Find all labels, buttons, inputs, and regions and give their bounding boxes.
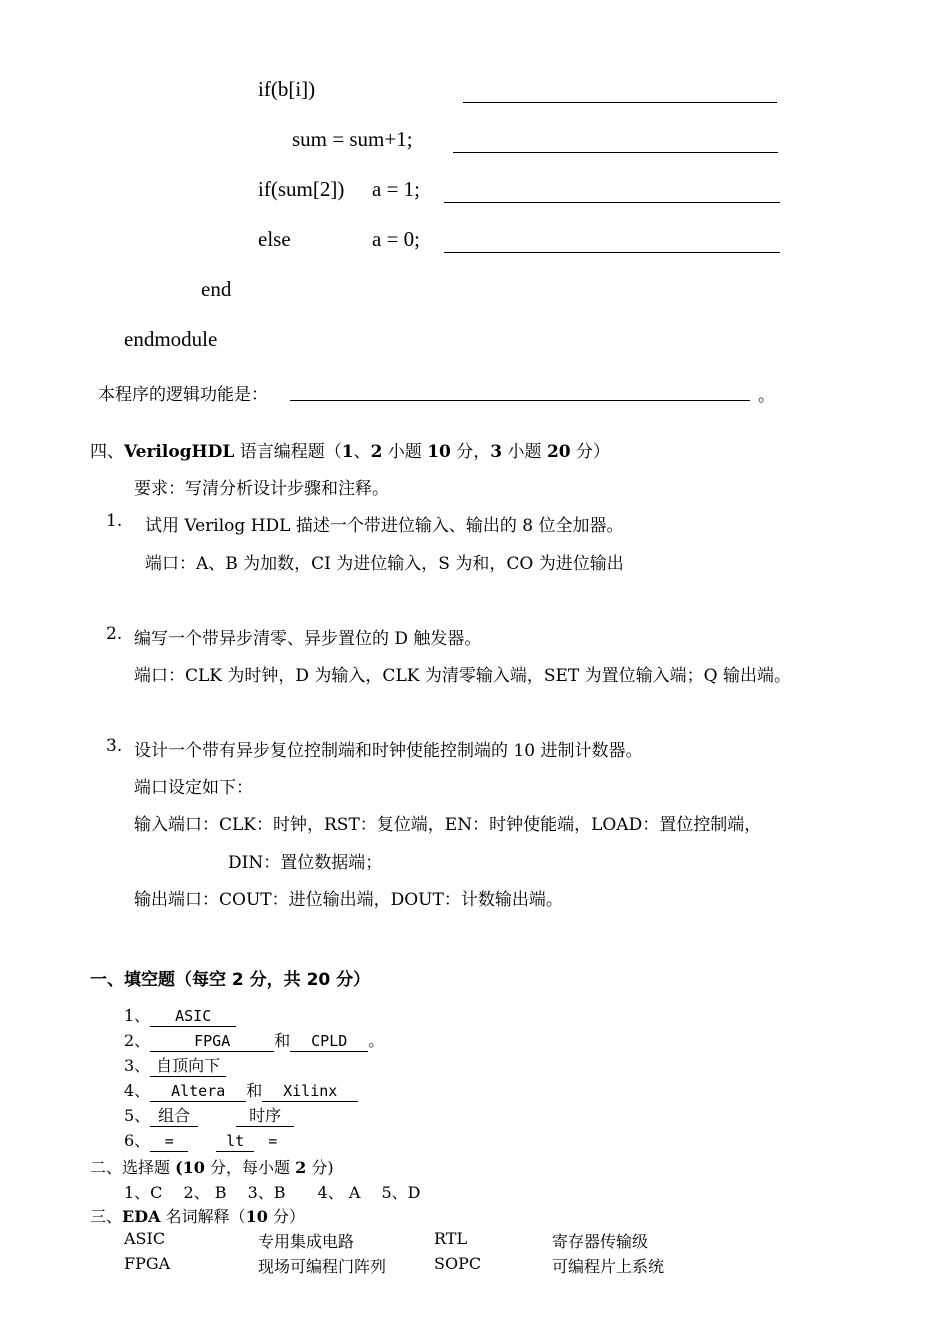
answer-row-2: 2、 FPGA 和 CPLD 。 [124, 1031, 385, 1050]
q2-ports: 端口：CLK 为时钟，D 为输入，CLK 为清零输入端，SET 为置位输入端；Q 输出端。 [134, 666, 791, 686]
q3-input-ports-1: 输入端口：CLK：时钟，RST：复位端，EN：时钟使能端，LOAD：置位控制端， [134, 815, 762, 835]
answer-2-value-1: FPGA [150, 1031, 274, 1052]
q3-text: 设计一个带有异步复位控制端和时钟使能控制端的 10 进制计数器。 [134, 741, 643, 761]
code-line-else: else [258, 227, 291, 251]
code-line-assign-1: a = 1; [372, 177, 420, 201]
answer-4-value-1: Altera [150, 1081, 246, 1102]
term-abbr-sopc: SOPC [434, 1254, 482, 1273]
answer-5-value-2: 时序 [236, 1106, 294, 1127]
answer-row-6: 6、 = lt = [124, 1131, 278, 1150]
answer-6-value-2: lt [216, 1131, 254, 1152]
answer-blank-2 [453, 152, 778, 153]
answer-blank-4 [444, 252, 780, 253]
answers-section3-title: 三、EDA 名词解释（10 分） [90, 1207, 305, 1226]
q3-number: 3. [106, 736, 123, 756]
answer-row-3: 3、 自顶向下 [124, 1053, 226, 1077]
requirement-text: 要求：写清分析设计步骤和注释。 [134, 479, 389, 499]
q3-output-ports: 输出端口：COUT：进位输出端，DOUT：计数输出端。 [134, 890, 563, 910]
choice-answers: 1、C 2、 B 3、B 4、 A 5、D [124, 1183, 421, 1202]
term-def-sopc: 可编程片上系统 [552, 1257, 665, 1276]
answer-blank-1 [463, 102, 777, 103]
answer-6-value-3: = [268, 1132, 278, 1150]
answer-1-value: ASIC [150, 1006, 236, 1027]
q1-ports: 端口：A、B 为加数，CI 为进位输入，S 为和，CO 为进位输出 [145, 554, 624, 574]
answer-row-5: 5、 组合 时序 [124, 1103, 294, 1127]
answers-section1-title: 一、填空题（每空 2 分，共 20 分） [90, 970, 371, 990]
function-answer-blank [290, 400, 750, 401]
section4-title: 四、VerilogHDL 语言编程题（1、2 小题 10 分，3 小题 20 分） [90, 442, 611, 462]
q2-text: 编写一个带异步清零、异步置位的 D 触发器。 [134, 629, 482, 649]
answer-2-value-2: CPLD [290, 1031, 368, 1052]
answers-section2-title: 二、选择题 (10 分，每小题 2 分) [90, 1158, 334, 1177]
code-line-sum: sum = sum+1; [292, 127, 413, 151]
term-abbr-rtl: RTL [434, 1229, 468, 1248]
q2-number: 2. [106, 624, 123, 644]
code-line-if-sum: if(sum[2]) [258, 177, 345, 201]
answer-row-1: 1、 ASIC [124, 1003, 236, 1027]
code-line-if-b: if(b[i]) [258, 77, 316, 101]
term-def-rtl: 寄存器传输级 [552, 1232, 649, 1251]
code-line-endmodule: endmodule [124, 327, 218, 351]
answer-row-4: 4、 Altera 和 Xilinx [124, 1078, 358, 1102]
q1-number: 1. [106, 511, 123, 531]
answer-4-value-2: Xilinx [262, 1081, 358, 1102]
term-def-asic: 专用集成电路 [258, 1232, 355, 1251]
term-abbr-fpga: FPGA [124, 1254, 171, 1273]
code-line-assign-0: a = 0; [372, 227, 420, 251]
q3-port-title: 端口设定如下： [134, 778, 253, 798]
answer-3-value: 自顶向下 [150, 1056, 226, 1077]
answer-blank-3 [444, 202, 780, 203]
function-question-end: 。 [758, 386, 775, 406]
term-def-fpga: 现场可编程门阵列 [258, 1257, 387, 1276]
code-line-end: end [201, 277, 232, 301]
function-question-label: 本程序的逻辑功能是： [98, 385, 268, 405]
q1-text: 试用 Verilog HDL 描述一个带进位输入、输出的 8 位全加器。 [145, 516, 624, 536]
term-abbr-asic: ASIC [124, 1229, 166, 1248]
answer-6-value-1: = [150, 1131, 188, 1152]
answer-5-value-1: 组合 [150, 1106, 198, 1127]
q3-input-ports-2: DIN：置位数据端； [228, 853, 383, 873]
